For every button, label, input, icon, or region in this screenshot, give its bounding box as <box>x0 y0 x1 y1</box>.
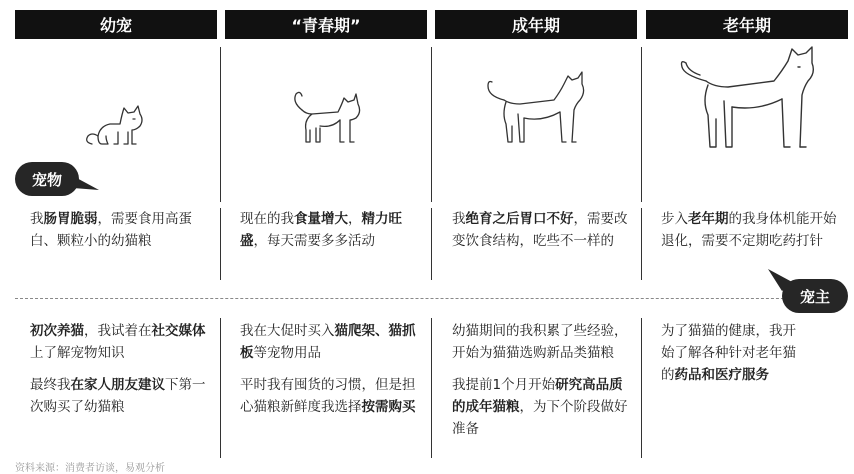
body-text: ，每天需要多多活动 <box>253 233 375 249</box>
body-text: 等宠物用品 <box>253 345 321 361</box>
column-divider <box>431 318 432 458</box>
adolescent-cat-icon <box>290 88 364 150</box>
highlight-text: 精力旺盛 <box>240 211 402 249</box>
adult-cat-icon <box>484 70 590 148</box>
highlight-text: 肠胃脆弱 <box>43 211 98 227</box>
body-text: 我在大促时买入 <box>240 323 335 339</box>
body-text: 步入 <box>661 211 688 227</box>
body-text: 的我身体机能开始退化，需要不定期吃药打针 <box>661 211 837 249</box>
highlight-text: 研究高品质的成年猫粮 <box>452 377 623 415</box>
body-text: 平时我有囤货的习惯，但是担心猫粮新鲜度我选择 <box>240 377 416 415</box>
body-text: 现在的我 <box>240 211 294 227</box>
highlight-text: 老年期 <box>688 211 729 227</box>
highlight-text: 初次养猫 <box>30 323 84 339</box>
pet-need-adult <box>452 208 632 252</box>
column-divider <box>431 208 432 280</box>
owner-paragraph <box>240 320 420 364</box>
owner-action-kitten <box>30 320 210 418</box>
pet-label: 宠物 <box>31 170 62 189</box>
source-footnote: 资料来源：消费者访谈，易观分析 <box>15 463 165 474</box>
senior-cat-icon <box>678 45 820 153</box>
stage-header-kitten: 幼宠 <box>15 10 217 39</box>
owner-paragraph <box>30 374 210 418</box>
owner-paragraph <box>240 374 420 418</box>
highlight-text: 猫爬架、猫抓板 <box>240 323 416 361</box>
stage-header-adult: 成年期 <box>435 10 637 39</box>
pet-need-kitten <box>30 208 210 252</box>
body-text: ， <box>348 211 362 227</box>
owner-paragraph <box>661 320 801 386</box>
stage-header-adolescent: “青春期” <box>225 10 427 39</box>
kitten-cat-icon <box>82 100 146 150</box>
pet-need-senior <box>661 208 841 252</box>
column-divider <box>220 318 221 458</box>
body-text: ，需要改变饮食结构，吃些不一样的 <box>452 211 628 249</box>
highlight-text: 在家人朋友建议 <box>70 377 165 393</box>
body-text: ，为下个阶段做好准备 <box>452 399 628 437</box>
body-text: 下第一次购买了幼猫粮 <box>30 377 206 415</box>
bubble-tail-icon <box>73 176 99 192</box>
body-text: 为了猫猫的健康，我开始了解各种针对老年猫的 <box>661 323 796 383</box>
column-divider <box>220 47 221 202</box>
body-text: 我 <box>30 211 44 227</box>
pet-need-adolescent <box>240 208 420 252</box>
bubble-tail-icon <box>768 269 794 291</box>
highlight-text: 食量增大 <box>294 211 348 227</box>
row-separator <box>15 298 839 299</box>
body-text: ，我试着在 <box>84 323 152 339</box>
body-text: 幼猫期间的我积累了些经验，开始为猫猫选购新品类猫粮 <box>452 323 628 361</box>
body-text: 我 <box>452 211 466 227</box>
column-divider <box>641 47 642 202</box>
owner-label: 宠主 <box>799 287 830 306</box>
body-text: 上了解宠物知识 <box>30 345 125 361</box>
highlight-text: 药品和医疗服务 <box>674 367 769 383</box>
highlight-text: 社交媒体 <box>151 323 206 339</box>
body-text: ，需要食用高蛋白、颗粒小的幼猫粮 <box>30 211 192 249</box>
column-divider <box>220 208 221 280</box>
owner-paragraph <box>30 320 210 364</box>
owner-paragraph <box>452 320 632 364</box>
body-text: 我提前1个月开始 <box>452 377 556 393</box>
column-divider <box>641 318 642 458</box>
owner-paragraph <box>452 374 632 440</box>
stage-header-senior: 老年期 <box>646 10 848 39</box>
column-divider <box>431 47 432 202</box>
column-divider <box>641 208 642 280</box>
pet-label-bubble <box>15 162 79 196</box>
owner-action-adolescent <box>240 320 420 418</box>
highlight-text: 按需购买 <box>361 399 416 415</box>
owner-action-adult <box>452 320 632 440</box>
body-text: 最终我 <box>30 377 71 393</box>
owner-action-senior <box>661 320 801 386</box>
highlight-text: 绝育之后胃口不好 <box>465 211 574 227</box>
owner-label-bubble <box>782 279 848 313</box>
